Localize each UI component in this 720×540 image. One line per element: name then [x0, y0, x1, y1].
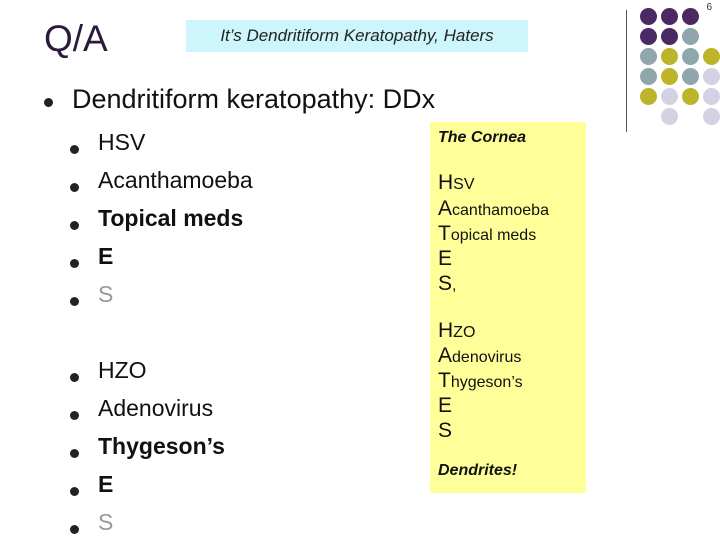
mnemonic-line [438, 198, 549, 219]
bullet-dot [70, 145, 79, 154]
mnemonic-panel [430, 122, 586, 493]
dot-teal [682, 48, 699, 65]
mnemonic-initial: T [438, 222, 451, 245]
mnemonic-initial: S [438, 272, 453, 295]
dot-lavender [703, 108, 720, 125]
bullet-dot [70, 259, 79, 268]
bullet-dot [70, 221, 79, 230]
list-item: S [98, 281, 114, 307]
mnemonic-rest: opical meds [450, 227, 537, 244]
mnemonic-initial: T [438, 369, 451, 392]
bullet-dot [70, 487, 79, 496]
mnemonic-line [438, 223, 536, 244]
mnemonic-line [438, 320, 475, 341]
divider-line [626, 10, 627, 132]
list-item: E [98, 243, 114, 269]
dot-teal [640, 68, 657, 85]
mnemonic-line [438, 420, 452, 441]
mnemonic-line [438, 395, 452, 416]
main-bullet-text: Dendritiform keratopathy: DDx [72, 84, 436, 114]
mnemonic-initial: H [438, 319, 454, 342]
bullet-dot [70, 449, 79, 458]
mnemonic-line [438, 172, 475, 193]
dot-olive [703, 48, 720, 65]
mnemonic-line [438, 370, 523, 391]
banner-callout: It’s Dendritiform Keratopathy, Haters [186, 20, 528, 52]
mnemonic-rest: , [452, 277, 457, 294]
dot-purple [661, 28, 678, 45]
mnemonic-initial: A [438, 344, 453, 367]
mnemonic-rest: ZO [453, 324, 476, 341]
dot-teal [640, 48, 657, 65]
dot-teal [682, 68, 699, 85]
dot-teal [682, 28, 699, 45]
dot-lavender [703, 68, 720, 85]
dot-olive [661, 48, 678, 65]
list-item: Acanthamoeba [98, 167, 253, 193]
dot-olive [661, 68, 678, 85]
panel-title: The Cornea [438, 129, 527, 146]
mnemonic-line [438, 273, 456, 294]
mnemonic-initial: E [438, 394, 453, 417]
bullet-dot [44, 98, 53, 107]
panel-footer: Dendrites! [438, 462, 518, 479]
bullet-dot [70, 411, 79, 420]
list-item: Adenovirus [98, 395, 214, 421]
bullet-dot [70, 297, 79, 306]
mnemonic-line [438, 248, 452, 269]
mnemonic-initial: H [438, 171, 454, 194]
mnemonic-initial: A [438, 197, 453, 220]
dot-lavender [703, 88, 720, 105]
list-item: E [98, 471, 114, 497]
list-item: Topical meds [98, 205, 244, 231]
mnemonic-rest: denovirus [452, 349, 522, 366]
mnemonic-line [438, 345, 521, 366]
dot-lavender [661, 88, 678, 105]
dot-purple [682, 8, 699, 25]
bullet-dot [70, 373, 79, 382]
dot-purple [661, 8, 678, 25]
dot-purple [640, 8, 657, 25]
mnemonic-initial: E [438, 247, 453, 270]
list-item: S [98, 509, 114, 535]
dot-olive [682, 88, 699, 105]
list-item: HZO [98, 357, 147, 383]
slide-number: 6 [706, 2, 712, 13]
bullet-dot [70, 525, 79, 534]
list-item: Thygeson’s [98, 433, 225, 459]
slide-title: Q/A [44, 18, 108, 59]
mnemonic-initial: S [438, 419, 453, 442]
mnemonic-rest: canthamoeba [452, 202, 549, 219]
dot-lavender [661, 108, 678, 125]
mnemonic-rest: hygeson’s [450, 374, 523, 391]
bullet-dot [70, 183, 79, 192]
list-item: HSV [98, 129, 146, 155]
dot-purple [640, 28, 657, 45]
dot-olive [640, 88, 657, 105]
mnemonic-rest: SV [453, 176, 475, 193]
